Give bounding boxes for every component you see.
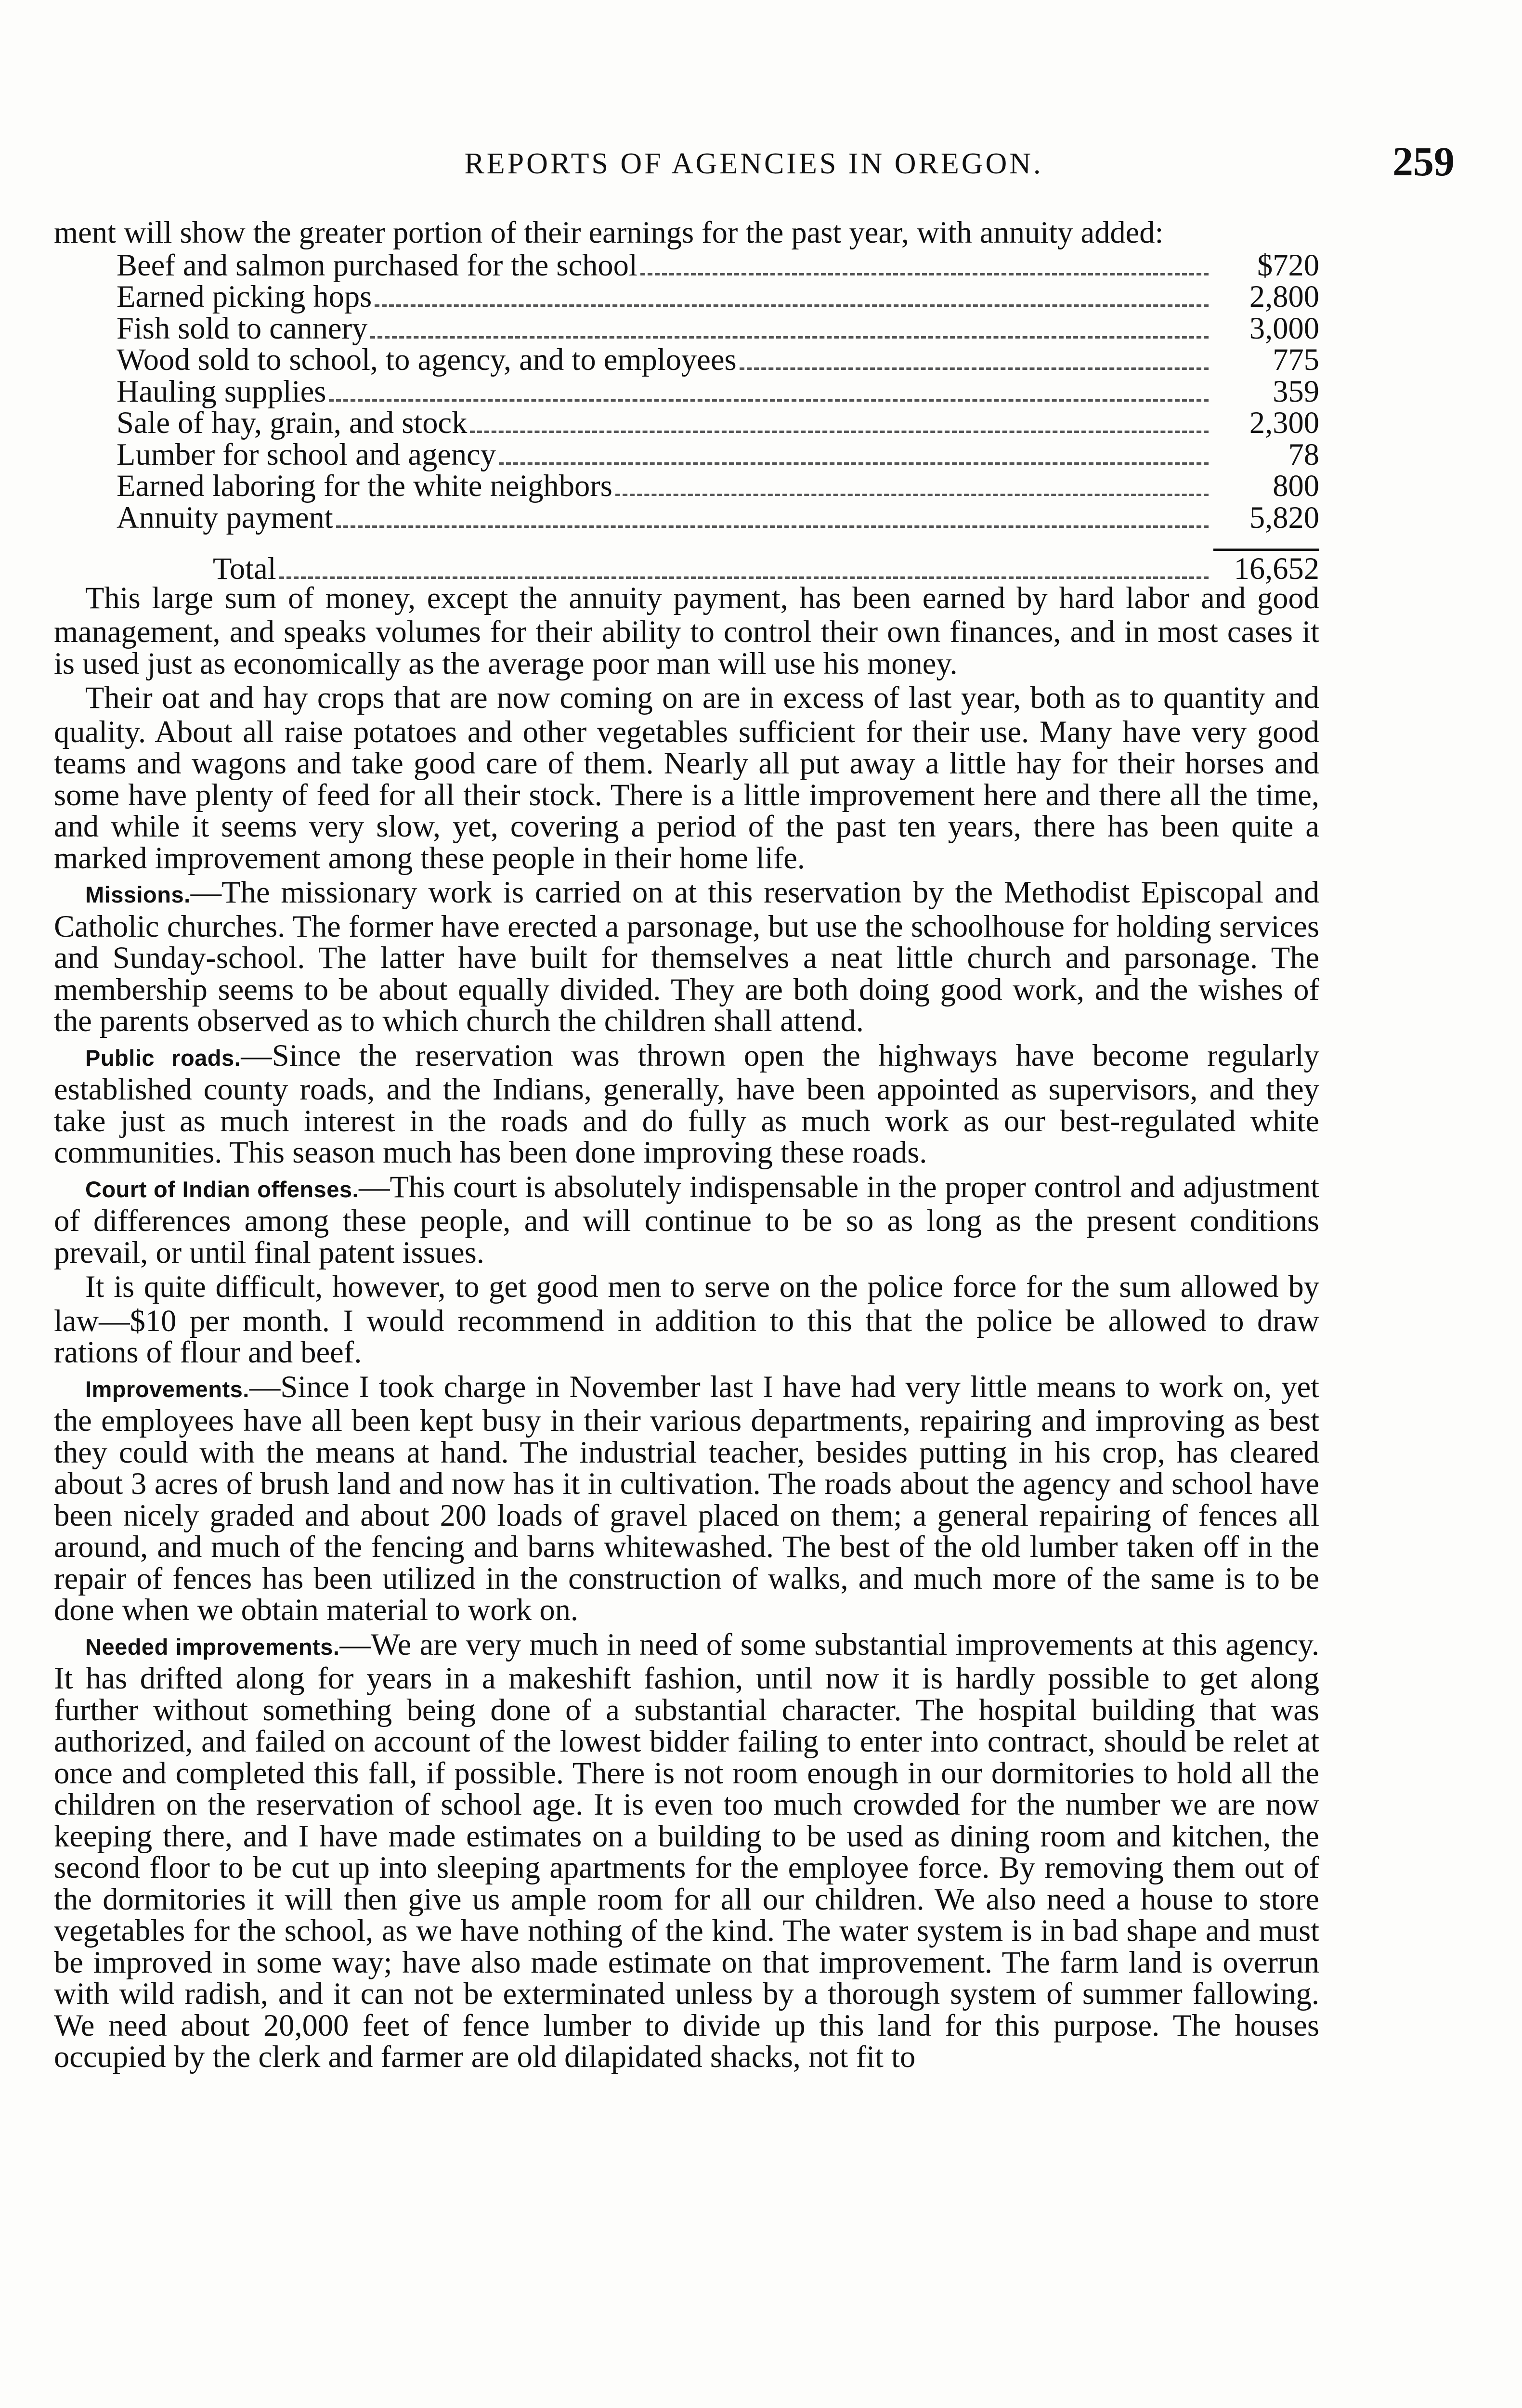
earnings-amount: 5,820 — [1249, 500, 1319, 535]
paragraph-lead: Public roads. — [85, 1045, 241, 1071]
earnings-row — [54, 502, 1319, 534]
page-body — [54, 217, 1319, 2073]
paragraph-needed-improvements — [54, 1629, 1319, 2073]
earnings-label: Wood sold to school, to agency, and to employees — [117, 342, 737, 377]
earnings-table — [54, 248, 1319, 586]
paragraph-text: This large sum of money, except the annuity payment, has been earned by hard labor and good management, and speaks volumes for their ability to control their own finances, and in most cases it is used just as economically as the average poor man will use his money. — [54, 580, 1319, 681]
paragraph-text: It is quite difficult, however, to get good men to serve on the police force for the sum allowed by law—$10 per month. I would recommend in addition to this that the police be allowed to draw rations of flour and beef. — [54, 1269, 1319, 1369]
dot-leader — [615, 494, 1209, 496]
dot-leader — [640, 273, 1209, 275]
earnings-row — [54, 439, 1319, 471]
earnings-row — [54, 313, 1319, 344]
earnings-label: Fish sold to cannery — [117, 311, 368, 345]
dot-leader — [499, 462, 1209, 465]
paragraph-text: —This court is absolutely indispensable in the proper control and adjustment of differences among these people, and will continue to be so as long as the present conditions prevail, or until final patent issues. — [54, 1169, 1319, 1269]
paragraph-lead: Improvements. — [85, 1376, 249, 1402]
earnings-amount: $720 — [1257, 248, 1319, 282]
earnings-row — [54, 281, 1319, 313]
paragraph-lead: Missions. — [85, 882, 191, 907]
earnings-label: Hauling supplies — [117, 374, 326, 408]
paragraph-court-of-indian-offenses — [54, 1171, 1319, 1269]
paragraph-text: —The missionary work is carried on at this reservation by the Methodist Episcopal and Catholic churches. The former have erected a parsonage, but use the schoolhouse for holding services and Sunday-school. The latter have built for themselves a neat little church and parsonage. The membership seems to be about equally divided. They are both doing good work, and the wishes of the parents observed as to which church the children shall attend. — [54, 875, 1319, 1038]
paragraph — [54, 582, 1319, 680]
earnings-amount: 2,800 — [1249, 279, 1319, 314]
earnings-amount: 800 — [1273, 469, 1319, 503]
earnings-label: Lumber for school and agency — [117, 437, 496, 471]
dot-leader — [279, 576, 1209, 579]
dot-leader — [375, 304, 1209, 307]
intro-paragraph: ment will show the greater portion of their earnings for the past year, with annuity added: — [54, 215, 1164, 249]
paragraph — [54, 682, 1319, 874]
earnings-total-label: Total — [213, 551, 276, 586]
dot-leader — [740, 367, 1209, 370]
earnings-row — [54, 407, 1319, 439]
earnings-label: Annuity payment — [117, 500, 333, 535]
paragraph-text: —Since I took charge in November last I have had very little means to work on, yet the employees have all been kept busy in their various departments, repairing and improving as best they could with the means at hand. The industrial teacher, besides putting in his crop, has cleared about 3 acres of brush land and now has it in cultivation. The roads about the agency and school have been nicely graded and about 200 loads of gravel placed on them; a general repairing of fences all around, and much of the fencing and barns whitewashed. The best of the old lumber taken off in the repair of fences has been utilized in the construction of walks, and much more of the same is to be done when we obtain material to work on. — [54, 1369, 1319, 1627]
earnings-row — [54, 376, 1319, 407]
paragraph-text: Their oat and hay crops that are now coming on are in excess of last year, both as to quantity and quality. About all raise potatoes and other vegetables sufficient for their use. Many have very good teams and wagons and take good care of them. Nearly all put away a little hay for their horses and some have plenty of feed for all their stock. There is a little improvement here and there all the time, and while it seems very slow, yet, covering a period of the past ten years, there has been quite a marked improvement among these people in their home life. — [54, 681, 1319, 875]
paragraph-text: —Since the reservation was thrown open the highways have become regularly established county roads, and the Indians, generally, have been appointed as supervisors, and they take just as much interest in the roads and do fully as much work as our best-regulated white communities. This season much has been done improving these roads. — [54, 1038, 1319, 1169]
earnings-label: Earned laboring for the white neighbors — [117, 469, 612, 503]
paragraph-lead: Needed improvements. — [85, 1634, 340, 1660]
earnings-row — [54, 249, 1319, 281]
paragraph-text: —We are very much in need of some substantial improvements at this agency. It has drifted along for years in a makeshift fashion, until now it is hardly possible to get along further without something being done of a substantial character. The hospital building that was authorized, and failed on account of the lowest bidder failing to enter into contract, should be relet at once and completed this fall, if possible. There is not room enough in our dormitories to hold all the children on the reservation of school age. It is even too much crowded for the number we are now keeping there, and I have made estimates on a building to be used as dining room and kitchen, the second floor to be cut up into sleeping apartments for the employee force. By removing them out of the dormitories it will then give us ample room for all our children. We also need a house to store vegetables for the school, as we have nothing of the kind. The water system is in bad shape and must be improved in some way; have also made estimate on that improvement. The farm land is overrun with wild radish, and it can not be exterminated unless by a thorough system of summer fallowing. We need about 20,000 feet of fence lumber to divide up this land for this purpose. The houses occupied by the clerk and farmer are old dilapidated shacks, not fit to — [54, 1627, 1319, 2074]
earnings-amount: 775 — [1273, 342, 1319, 377]
dot-leader — [329, 399, 1209, 402]
page-number: 259 — [1392, 138, 1455, 184]
earnings-amount: 78 — [1288, 437, 1319, 471]
dot-leader — [336, 525, 1209, 528]
earnings-total-amount: 16,652 — [1213, 549, 1319, 585]
earnings-amount: 359 — [1273, 374, 1319, 408]
running-head: REPORTS OF AGENCIES IN OREGON. — [464, 147, 1043, 180]
paragraph-public-roads — [54, 1040, 1319, 1168]
earnings-row — [54, 344, 1319, 376]
dot-leader — [370, 336, 1209, 339]
paragraph — [54, 1271, 1319, 1368]
earnings-row — [54, 470, 1319, 502]
dot-leader — [470, 431, 1209, 433]
paragraph-lead: Court of Indian offenses. — [85, 1176, 359, 1202]
earnings-label: Beef and salmon purchased for the school — [117, 248, 637, 282]
earnings-amount: 3,000 — [1249, 311, 1319, 345]
earnings-amount: 2,300 — [1249, 406, 1319, 440]
earnings-total-row — [54, 549, 1319, 586]
earnings-label: Earned picking hops — [117, 279, 372, 314]
earnings-label: Sale of hay, grain, and stock — [117, 406, 468, 440]
page-header — [53, 137, 1455, 195]
paragraph-missions — [54, 877, 1319, 1037]
paragraph-improvements — [54, 1371, 1319, 1626]
